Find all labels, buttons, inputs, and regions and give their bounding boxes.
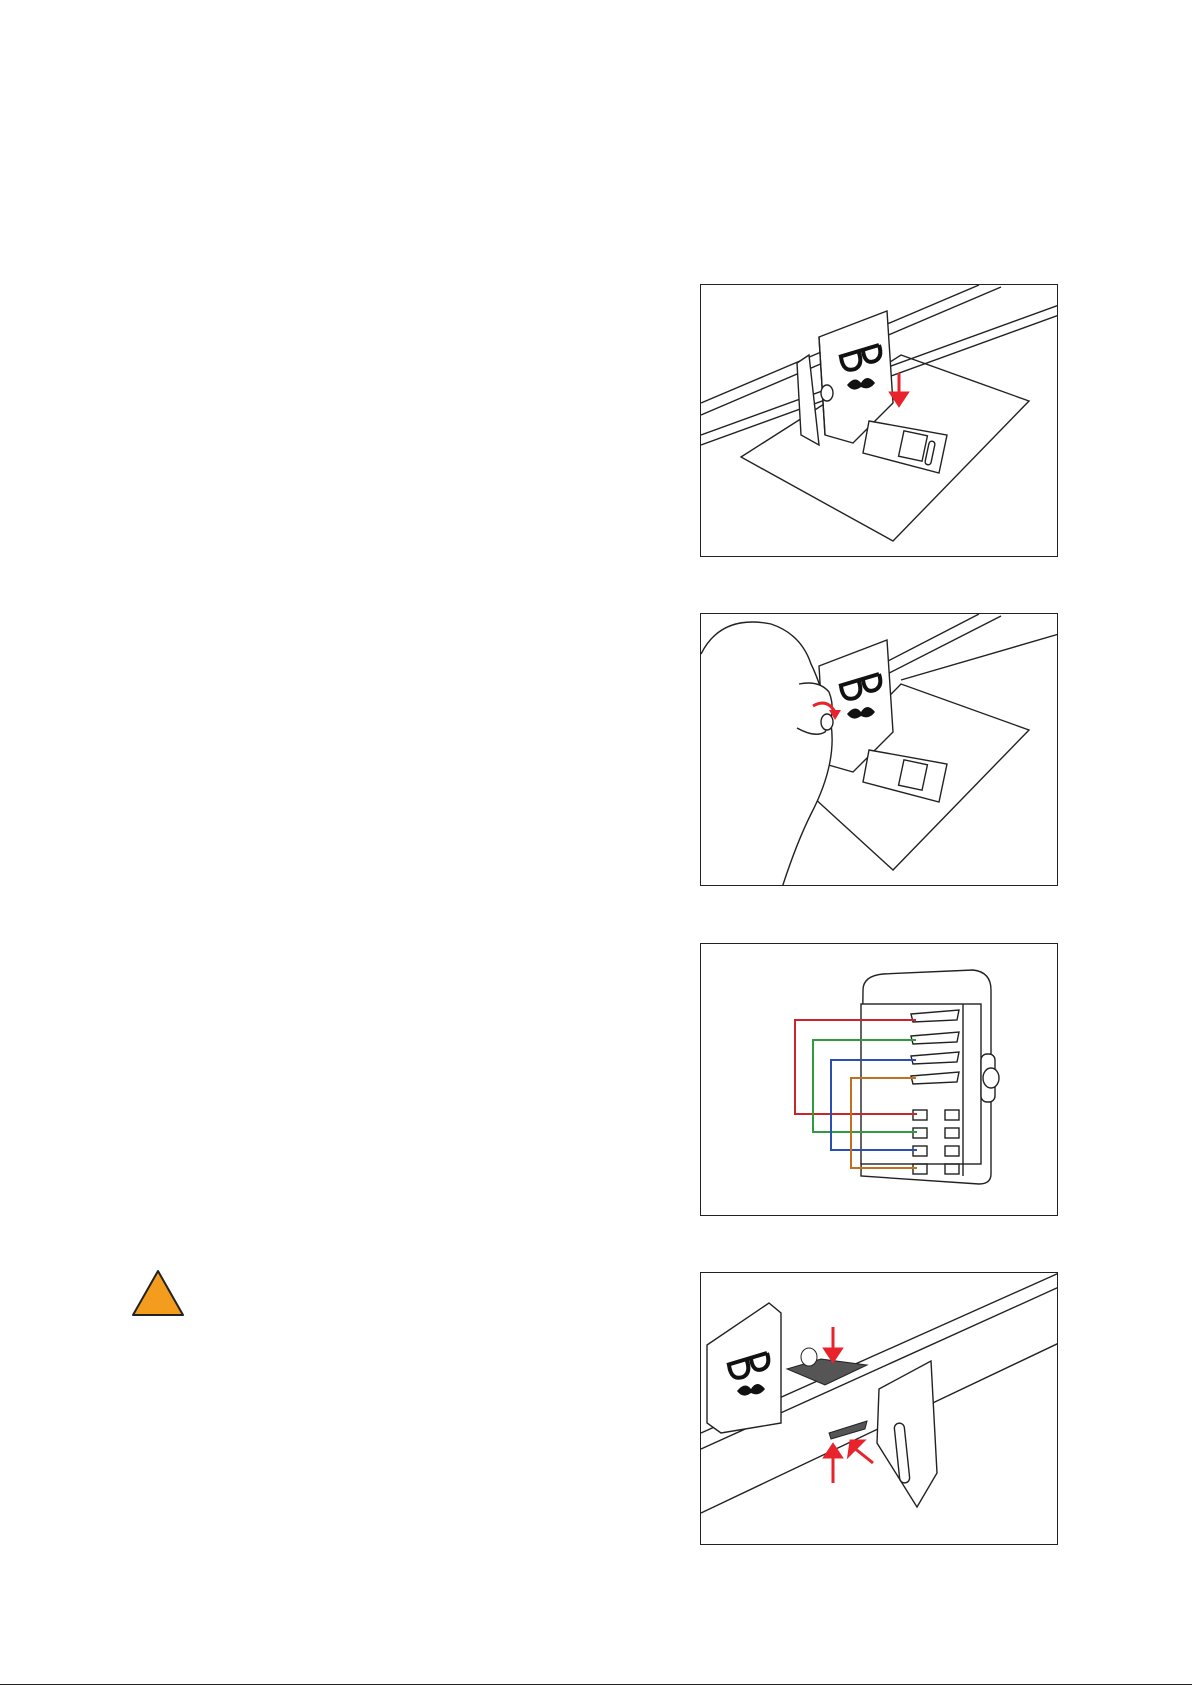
illustration-tighten-knob [701,614,1058,886]
figure-tighten-knob [700,613,1058,886]
illustration-slot-diagram [701,944,1058,1216]
figure-clip-placement [700,1272,1058,1545]
warning-triangle-icon [130,1268,186,1318]
illustration-cutter-lowering [701,285,1058,557]
arrows-icon [825,1327,873,1483]
figure-cutter-lowering [700,284,1058,557]
illustration-clip-placement [701,1273,1058,1545]
clip-icon [787,1348,867,1439]
figure-slot-diagram [700,943,1058,1216]
